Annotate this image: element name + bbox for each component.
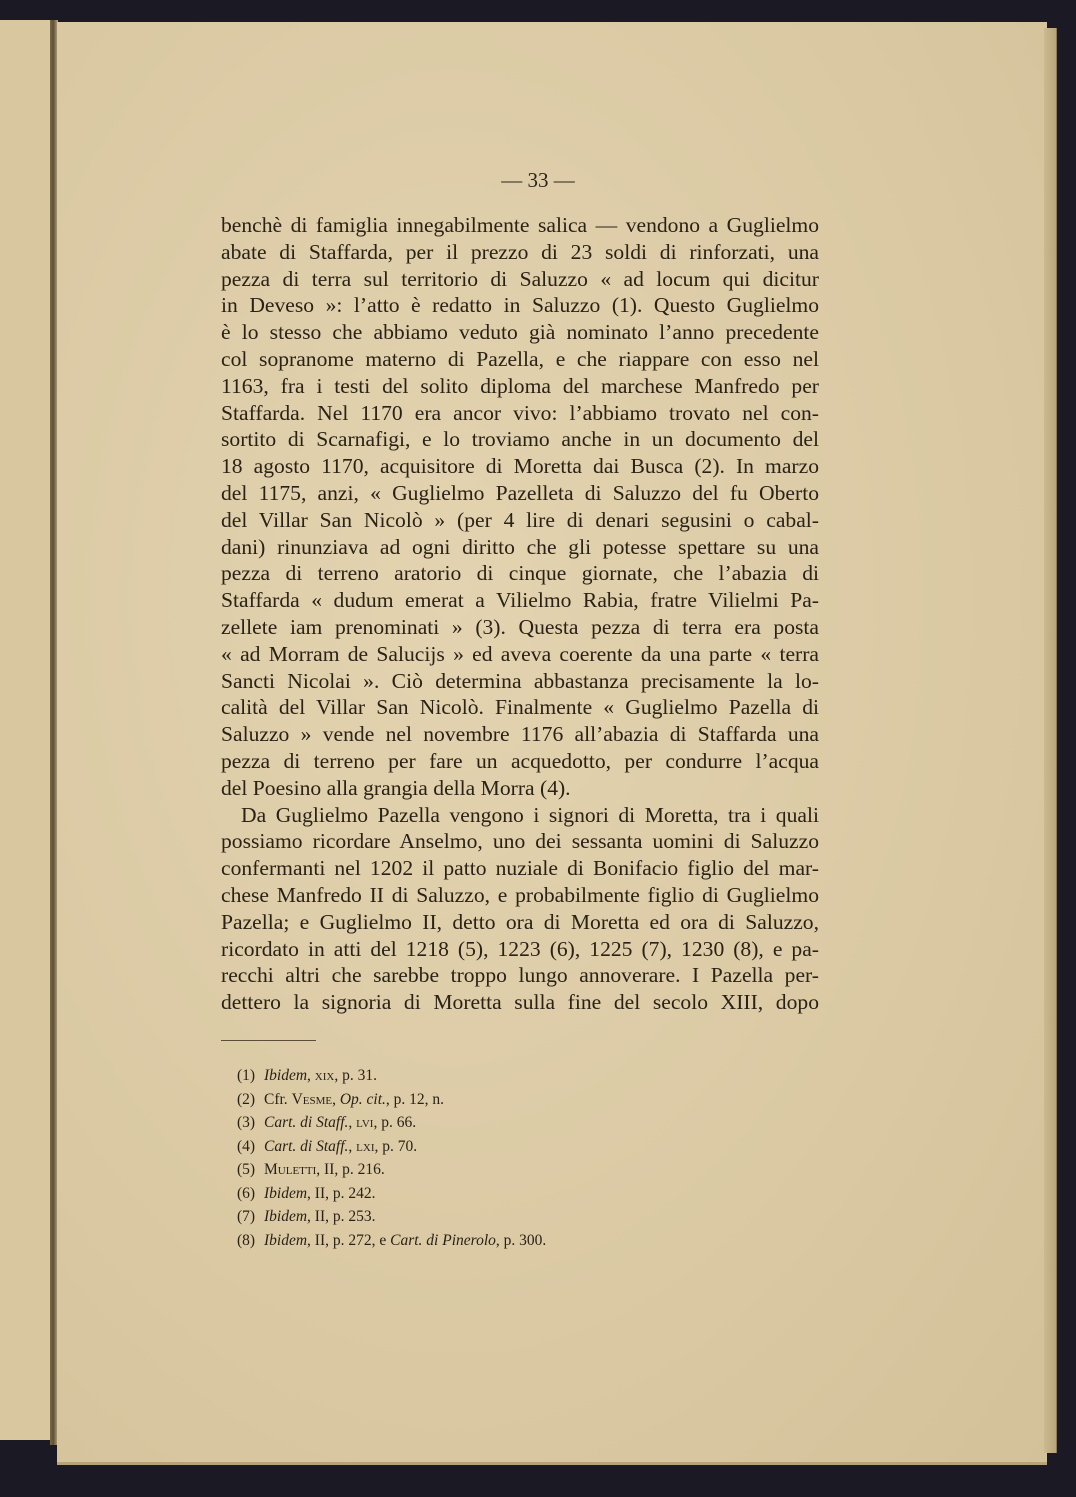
text-line: dani) rinunziava ad ogni diritto che gli potesse spettare su una xyxy=(221,534,819,559)
text-line: Da Guglielmo Pazella vengono i signori di Moretta, tra i quali xyxy=(241,802,819,827)
page-edge xyxy=(1044,28,1057,1453)
body-text xyxy=(221,212,819,1016)
footnote-text: , II, p. 216. xyxy=(316,1161,385,1178)
footnote-number: (6) xyxy=(237,1184,256,1202)
footnote xyxy=(237,1088,546,1112)
footnote-rule xyxy=(221,1040,316,1041)
text-line: abate di Staffarda, per il prezzo di 23 soldi di rinforzati, una xyxy=(221,239,819,264)
footnote-text: Ibidem xyxy=(264,1208,308,1225)
text-line: Staffarda. Nel 1170 era ancor vivo: l’abbiamo trovato nel con- xyxy=(221,400,819,425)
footnote-text: Vesme xyxy=(291,1090,333,1108)
footnote-text: Cart. di Staff. xyxy=(264,1114,349,1131)
footnote-text: , II, p. 272, e xyxy=(307,1231,391,1249)
text-line: in Deveso »: l’atto è redatto in Saluzzo (1). Questo Guglielmo xyxy=(221,293,819,318)
footnote-text: , xyxy=(348,1114,357,1131)
footnote xyxy=(237,1182,546,1206)
text-line: Pazella; e Guglielmo II, detto ora di Moretta ed ora di Saluzzo, xyxy=(221,909,819,934)
text-line: chese Manfredo II di Saluzzo, e probabilmente figlio di Guglielmo xyxy=(221,882,819,907)
footnote-text: Op. cit. xyxy=(339,1090,386,1108)
text-line: del 1175, anzi, « Guglielmo Pazelleta di Saluzzo del fu Oberto xyxy=(221,480,819,505)
footnote xyxy=(237,1158,546,1182)
text-line: ricordato in atti del 1218 (5), 1223 (6), 1225 (7), 1230 (8), e pa- xyxy=(221,936,819,961)
footnotes xyxy=(237,1064,546,1252)
footnote-text: , xyxy=(307,1067,315,1084)
text-line: calità del Villar San Nicolò. Finalmente « Guglielmo Pazella di xyxy=(221,695,819,720)
text-line: possiamo ricordare Anselmo, uno dei sessanta uomini di Saluzzo xyxy=(221,829,819,854)
facing-page xyxy=(0,20,52,1440)
text-line: è lo stesso che abbiamo veduto già nominato l’anno precedente xyxy=(221,320,819,345)
footnote-text: , xyxy=(332,1090,340,1108)
footnote-text: lvi xyxy=(356,1114,374,1131)
footnote xyxy=(237,1064,546,1088)
text-line: pezza di terreno per fare un acquedotto, per condurre l’acqua xyxy=(221,748,819,773)
footnote-number: (7) xyxy=(237,1208,256,1225)
text-line: « ad Morram de Salucijs » ed aveva coerente da una parte « terra xyxy=(221,641,819,666)
footnote-text: Cfr. xyxy=(264,1090,292,1108)
footnote xyxy=(237,1229,546,1253)
text-line: pezza di terreno aratorio di cinque giornate, che l’abazia di xyxy=(221,561,819,586)
footnote-number: (1) xyxy=(237,1067,256,1084)
footnote-text: xix xyxy=(314,1067,335,1084)
footnote-text: lxi xyxy=(356,1137,375,1155)
footnote-number: (3) xyxy=(237,1114,256,1131)
text-line: confermanti nel 1202 il patto nuziale di Bonifacio figlio del mar- xyxy=(221,856,819,881)
text-line: col sopranome materno di Pazella, e che riappare con esso nel xyxy=(221,346,819,371)
footnote-text: Cart. di Staff. xyxy=(264,1137,349,1155)
text-line: recchi altri che sarebbe troppo lungo annoverare. I Pazella per- xyxy=(221,963,819,988)
text-line: pezza di terra sul territorio di Saluzzo « ad locum qui dicitur xyxy=(221,266,819,291)
text-line: Staffarda « dudum emerat a Vilielmo Rabia, fratre Vilielmi Pa- xyxy=(221,588,819,613)
text-line: sortito di Scarnafigi, e lo troviamo anche in un documento del xyxy=(221,427,819,452)
text-line: del Poesino alla grangia della Morra (4). xyxy=(221,775,571,800)
footnote xyxy=(237,1135,546,1159)
footnote-text: Ibidem xyxy=(264,1184,308,1202)
page-number: — 33 — xyxy=(501,168,575,192)
footnote-text: Ibidem xyxy=(264,1231,308,1249)
footnote-text: , xyxy=(348,1137,357,1155)
text-line: Sancti Nicolai ». Ciò determina abbastanza precisamente la lo- xyxy=(221,668,819,693)
footnote-text: , II, p. 242. xyxy=(307,1184,376,1202)
text-line: dettero la signoria di Moretta sulla fine del secolo XIII, dopo xyxy=(221,990,819,1015)
footnote-text: , p. 70. xyxy=(374,1137,418,1155)
footnote-text: , p. 66. xyxy=(373,1114,417,1131)
footnote xyxy=(237,1205,546,1229)
footnote-number: (8) xyxy=(237,1231,256,1249)
text-line: 1163, fra i testi del solito diploma del marchese Manfredo per xyxy=(221,373,819,398)
text-line: Saluzzo » vende nel novembre 1176 all’abazia di Staffarda una xyxy=(221,722,819,747)
footnote-text: Muletti xyxy=(264,1161,317,1178)
text-line: del Villar San Nicolò » (per 4 lire di denari segusini o cabal- xyxy=(221,507,819,532)
footnote-text: Cart. di Pinerolo xyxy=(390,1231,496,1249)
footnote-text: , p. 12, n. xyxy=(385,1090,445,1108)
footnote-number: (2) xyxy=(237,1090,256,1108)
footnote-text: , p. 300. xyxy=(495,1231,547,1249)
text-line: benchè di famiglia innegabilmente salica — vendono a Guglielmo xyxy=(221,213,819,237)
footnote-number: (5) xyxy=(237,1161,256,1178)
footnote-text: Ibidem xyxy=(264,1067,308,1084)
footnote xyxy=(237,1111,546,1135)
footnote-text: , II, p. 253. xyxy=(307,1208,376,1225)
footnote-text: , p. 31. xyxy=(334,1067,377,1084)
footnote-number: (4) xyxy=(237,1137,256,1155)
text-line: 18 agosto 1170, acquisitore di Moretta dai Busca (2). In marzo xyxy=(221,454,819,479)
text-line: zellete iam prenominati » (3). Questa pezza di terra era posta xyxy=(221,614,819,639)
